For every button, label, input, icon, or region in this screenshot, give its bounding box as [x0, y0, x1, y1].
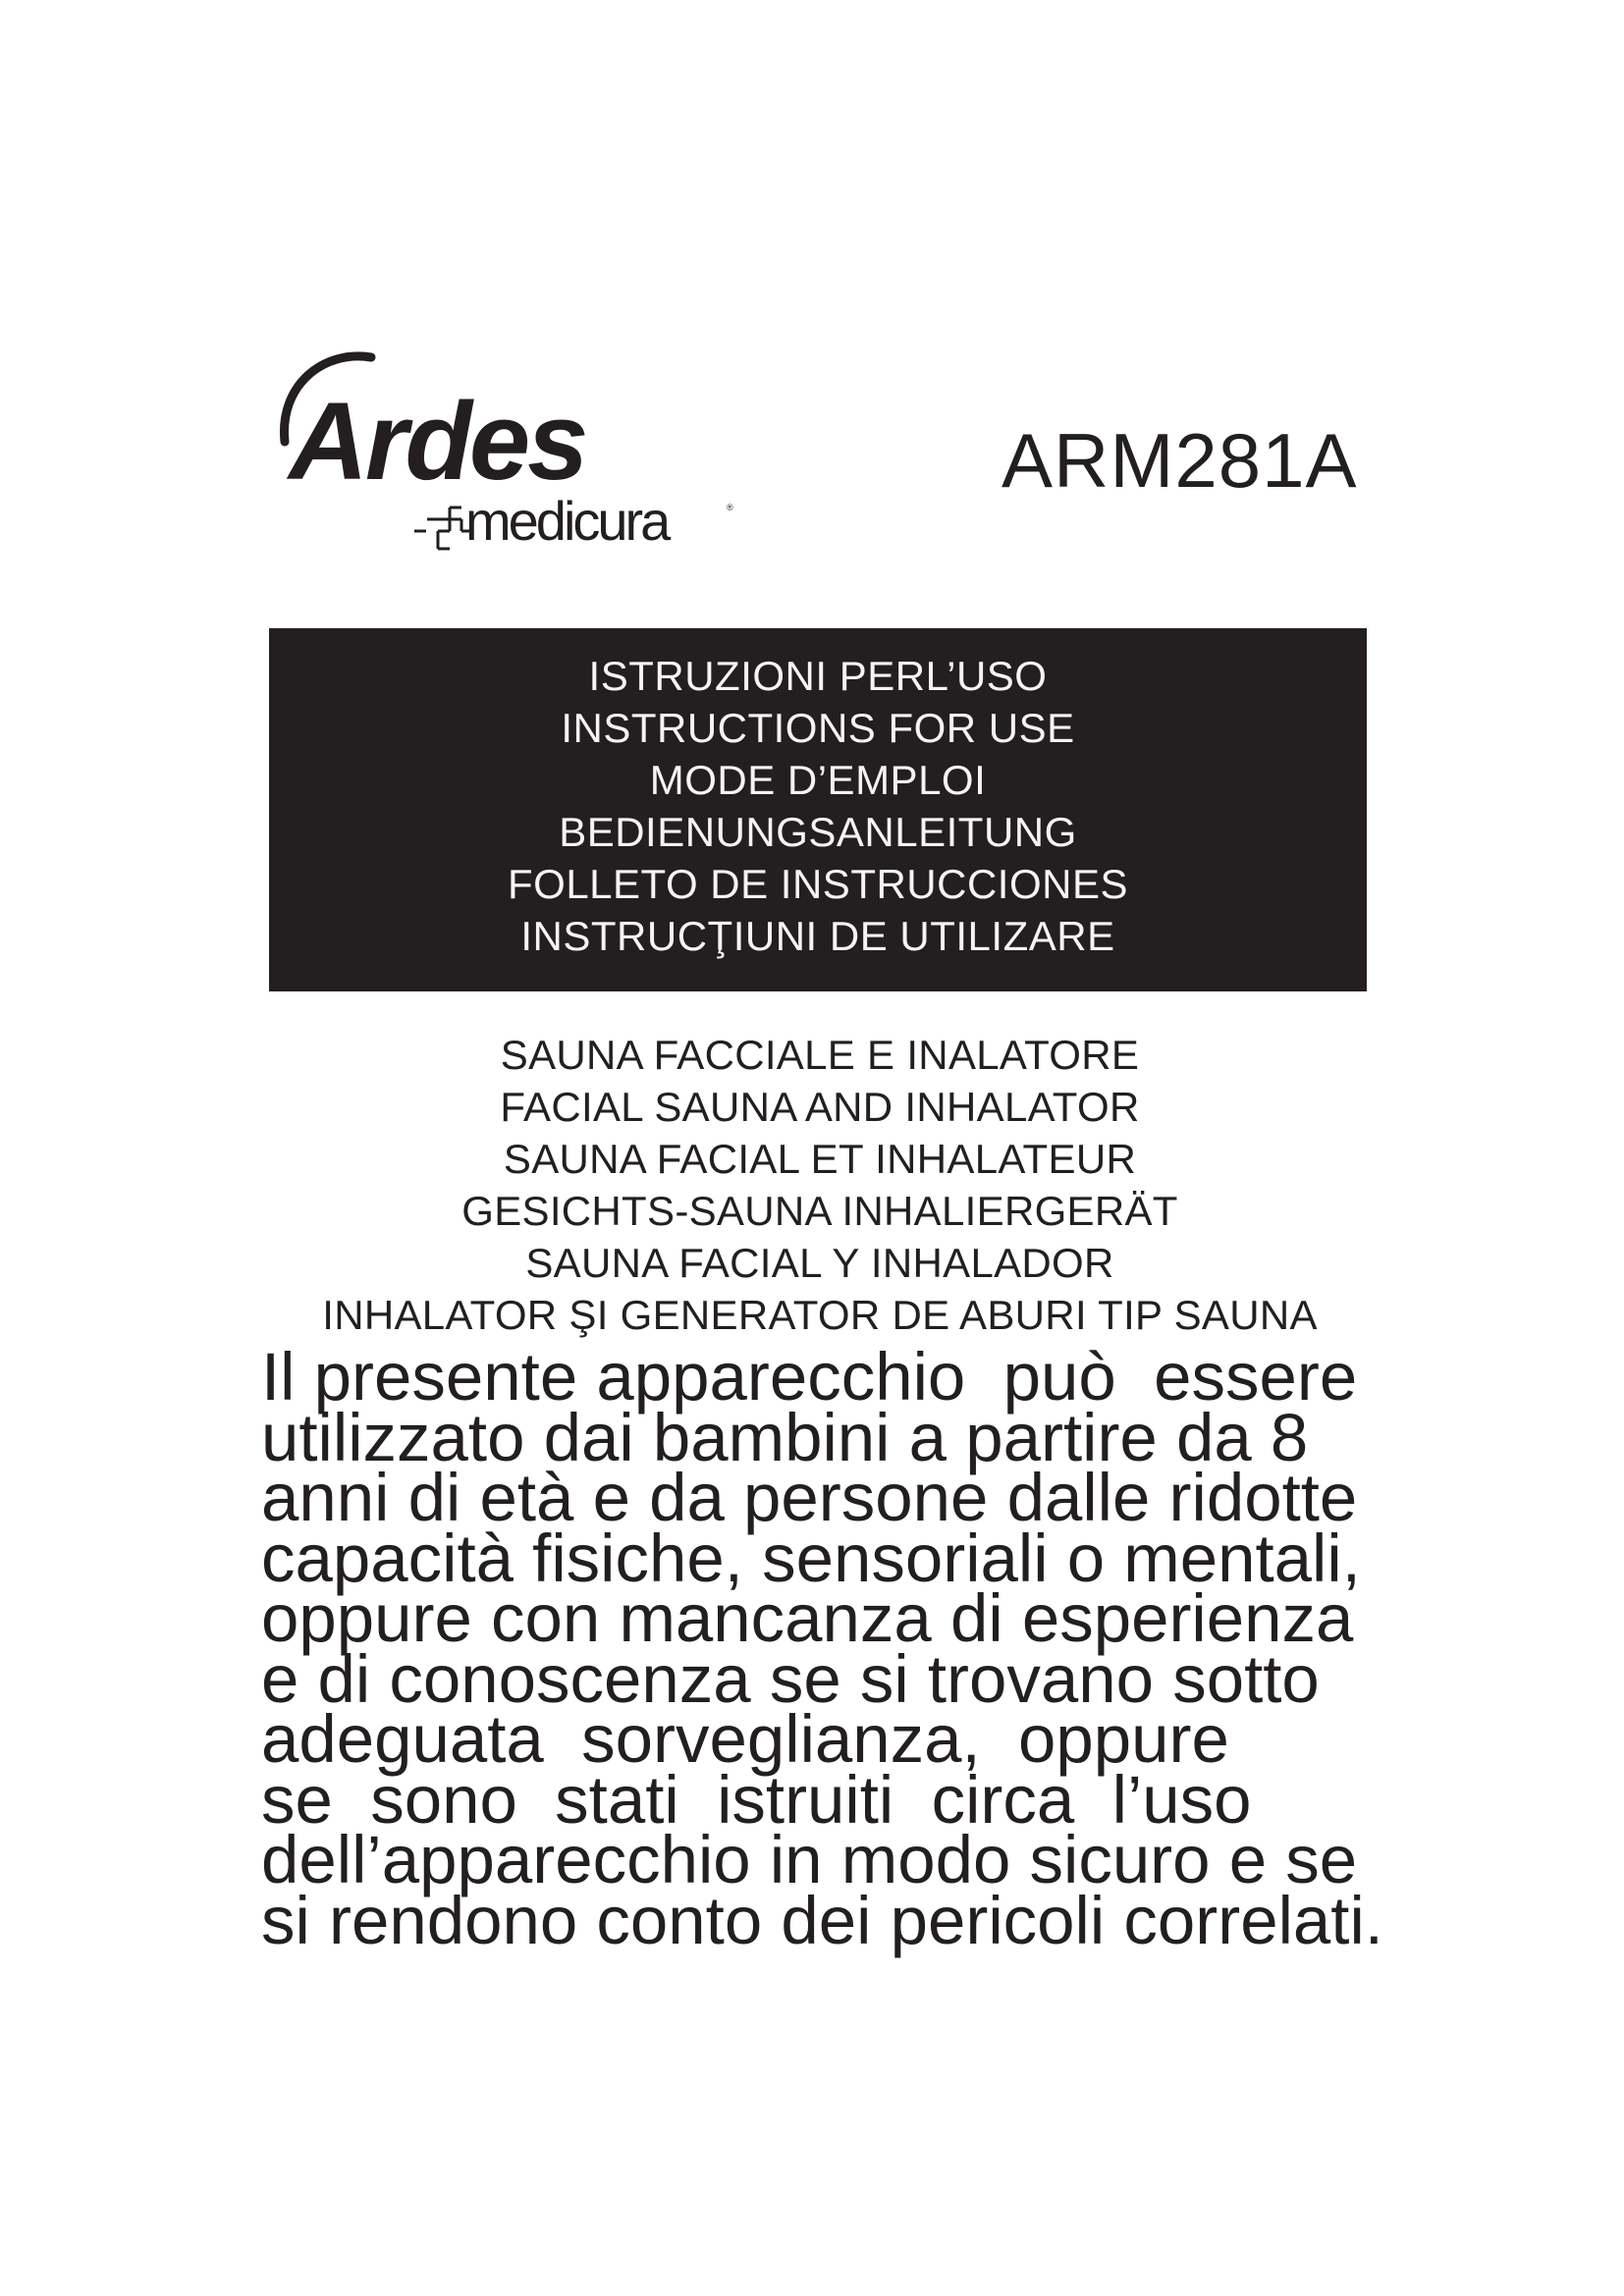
- warning-line: utilizzato dai bambini a partire da 8: [261, 1399, 1309, 1475]
- model-number: ARM281A: [1001, 417, 1358, 504]
- medical-cross-icon: [414, 507, 473, 549]
- instructions-title-fr: MODE D’EMPLOI: [649, 757, 987, 803]
- product-name-ro: INHALATOR ŞI GENERATOR DE ABURI TIP SAUNA: [322, 1292, 1318, 1338]
- warning-line: adeguata sorveglianza, oppure: [261, 1701, 1229, 1777]
- warning-line: oppure con mancanza di esperienza: [261, 1580, 1354, 1656]
- ardes-medicura-logo: [265, 346, 736, 581]
- warning-line: e di conoscenza se si trovano sotto: [261, 1640, 1320, 1717]
- instructions-title-es: FOLLETO DE INSTRUCCIONES: [508, 861, 1128, 907]
- instructions-title-ro: INSTRUCŢIUNI DE UTILIZARE: [520, 913, 1115, 959]
- warning-line: Il presente apparecchio può essere: [261, 1339, 1358, 1415]
- instructions-title-it: ISTRUZIONI PERL’USO: [588, 653, 1048, 699]
- warning-line: se sono stati istruiti circa l’uso: [261, 1761, 1252, 1838]
- product-name-de: GESICHTS-SAUNA INHALIERGERÄT: [461, 1188, 1178, 1234]
- brand-wordmark: Ardes: [289, 380, 586, 503]
- product-name-es: SAUNA FACIAL Y INHALADOR: [525, 1240, 1114, 1286]
- product-name-it: SAUNA FACCIALE E INALATORE: [500, 1032, 1140, 1078]
- subbrand-wordmark: medicura: [465, 490, 669, 552]
- instructions-title-de: BEDIENUNGSANLEITUNG: [559, 809, 1077, 855]
- safety-warning: [261, 1339, 1439, 1958]
- warning-line: si rendono conto dei pericoli correlati.: [261, 1882, 1383, 1958]
- warning-line: capacità fisiche, sensoriali o mentali,: [261, 1520, 1361, 1596]
- brand-logo: [265, 346, 736, 581]
- product-names: [245, 1029, 1394, 1341]
- trademark-mark: ®: [727, 503, 733, 512]
- instructions-title-en: INSTRUCTIONS FOR USE: [561, 705, 1075, 751]
- instructions-title-box: [269, 628, 1367, 991]
- product-name-fr: SAUNA FACIAL ET INHALATEUR: [503, 1136, 1137, 1182]
- product-name-en: FACIAL SAUNA AND INHALATOR: [500, 1084, 1140, 1130]
- warning-line: anni di età e da persone dalle ridotte: [261, 1460, 1358, 1535]
- warning-line: dell’apparecchio in modo sicuro e se: [261, 1822, 1358, 1897]
